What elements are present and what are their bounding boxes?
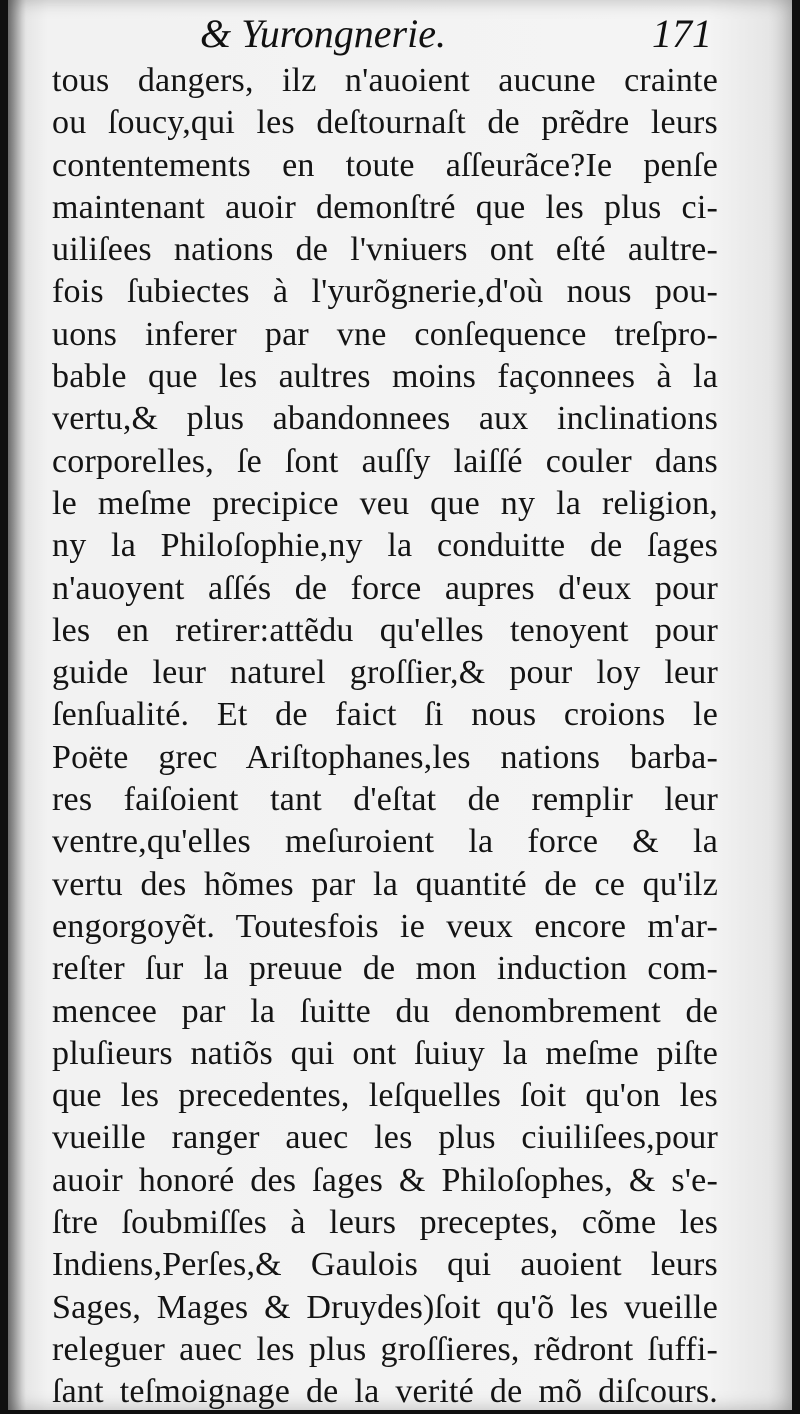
text-line: vertu,& plus abandonnees aux inclinations	[52, 400, 718, 438]
text-line: tous dangers, ilz n'auoient aucune crainte	[52, 62, 718, 99]
text-line: pluſieurs natiõs qui ont ſuiuy la meſme piſte	[52, 1034, 718, 1072]
text-line: uons inferer par vne conſequence treſpro-	[52, 315, 718, 353]
text-line: res faiſoient tant d'eſtat de remplir leur	[52, 781, 718, 819]
text-line: bable que les aultres moins façonnees à la	[52, 358, 718, 396]
running-head	[8, 10, 792, 58]
text-line: auoir honoré des ſages & Philoſophes, & s'e-	[52, 1161, 718, 1199]
book-page	[8, 0, 792, 1410]
text-line: releguer auec les plus groſſieres, rẽdront ſuffi-	[52, 1330, 718, 1368]
text-line: maintenant auoir demonſtré que les plus ci-	[52, 188, 718, 226]
body-text	[52, 60, 718, 1414]
text-line: uiliſees nations de l'vniuers ont eſté aultre-	[52, 231, 718, 269]
text-line: mencee par la ſuitte du denombrement de	[52, 992, 718, 1030]
text-line: le meſme precipice veu que ny la religion,	[52, 484, 718, 522]
text-line: guide leur naturel groſſier,& pour loy leur	[52, 654, 718, 692]
gutter-shadow	[8, 0, 26, 1410]
text-line: fois ſubiectes à l'yurõgnerie,d'où nous pou-	[52, 273, 718, 311]
text-line: vertu des hõmes par la quantité de ce qu'ilz	[52, 865, 718, 903]
text-line: ou ſoucy,qui les deſtournaſt de prẽdre leurs	[52, 104, 718, 142]
text-line: Sages, Mages & Druydes)ſoit qu'õ les vueille	[52, 1288, 718, 1326]
text-line: Indiens,Perſes,& Gaulois qui auoient leurs	[52, 1246, 718, 1284]
text-line: n'auoyent aſſés de force aupres d'eux pour	[52, 569, 718, 607]
text-line: ſtre ſoubmiſſes à leurs preceptes, cõme les	[52, 1204, 718, 1242]
text-line: les en retirer:attẽdu qu'elles tenoyent pour	[52, 611, 718, 649]
text-line: contentements en toute aſſeurãce?Ie penſe	[52, 146, 718, 184]
page-number: 171	[652, 11, 712, 56]
text-line: ſenſualité. Et de faict ſi nous croions le	[52, 696, 718, 734]
text-line: reſter ſur la preuue de mon induction com-	[52, 950, 718, 988]
text-line: que les precedentes, leſquelles ſoit qu'on les	[52, 1077, 718, 1115]
text-line: ny la Philoſophie,ny la conduitte de ſages	[52, 527, 718, 565]
text-line: ſant teſmoignage de la verité de mõ diſcours.	[52, 1373, 718, 1411]
text-line: vueille ranger auec les plus ciuiliſees,pour	[52, 1119, 718, 1157]
text-line: engorgoyẽt. Toutesfois ie veux encore m'ar-	[52, 907, 718, 945]
running-title: & Yurongnerie.	[200, 11, 446, 56]
text-line: corporelles, ſe ſont auſſy laiſſé couler dans	[52, 442, 718, 480]
text-line: ventre,qu'elles meſuroient la force & la	[52, 823, 718, 861]
text-line: Poëte grec Ariſtophanes,les nations barba-	[52, 738, 718, 776]
